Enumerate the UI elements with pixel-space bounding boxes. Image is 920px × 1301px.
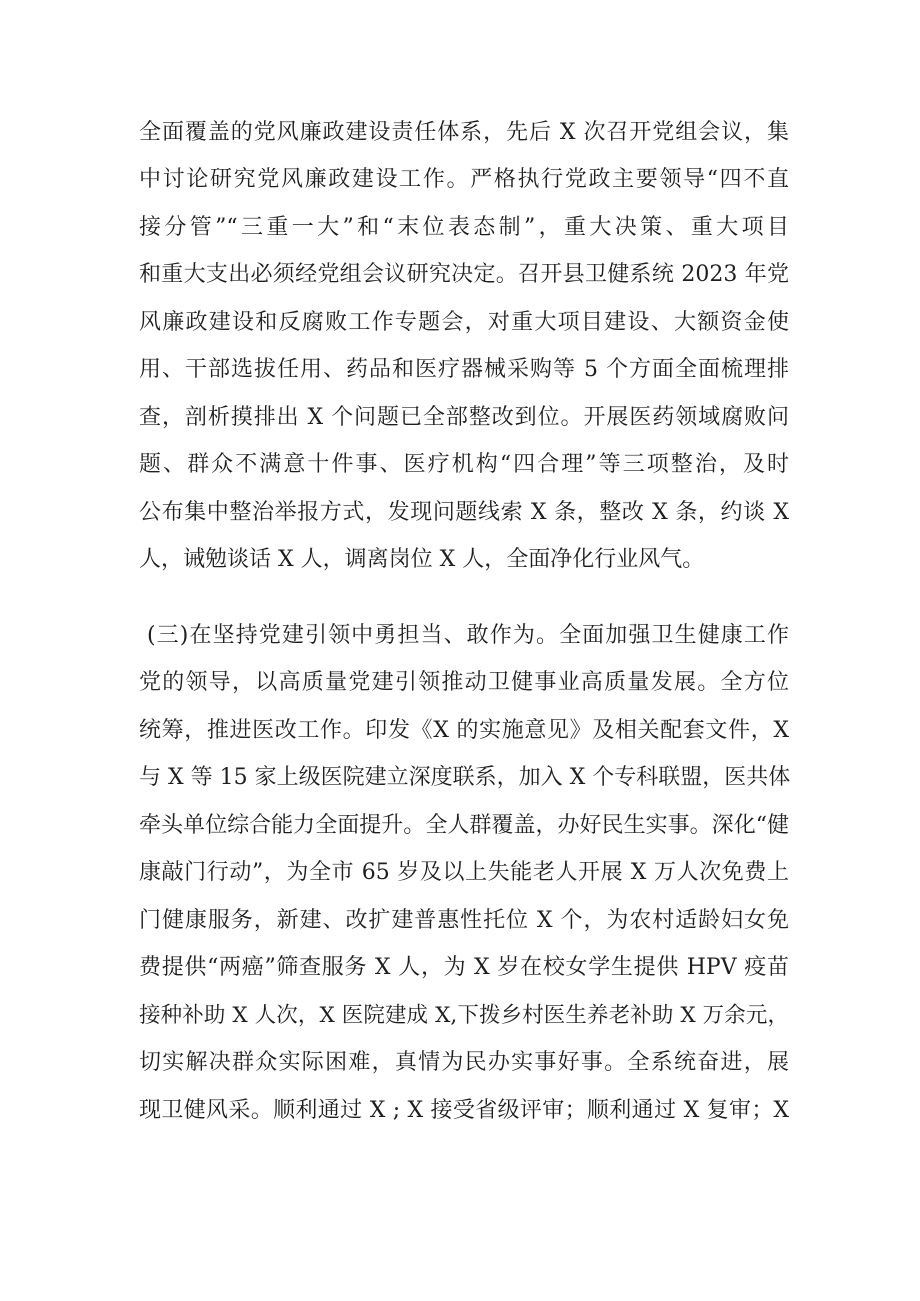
- text-line: 门健康服务，新建、改扩建普惠性托位 X 个，为农村适龄妇女免: [139, 908, 789, 933]
- text-line: 公布集中整治举报方式，发现问题线索 X 条，整改 X 条，约谈 X: [139, 500, 789, 525]
- text-line: 查，剖析摸排出 X 个问题已全部整改到位。开展医药领域腐败问: [139, 405, 789, 430]
- section-heading-line: (三)在坚持党建引领中勇担当、敢作为。全面加强卫生健康工作: [147, 623, 789, 648]
- text-line: 党的领导，以高质量党建引领推动卫健事业高质量发展。全方位: [139, 670, 789, 695]
- text-line: 风廉政建设和反腐败工作专题会，对重大项目建设、大额资金使: [139, 310, 789, 335]
- text-line: 接种补助 X 人次，X 医院建成 X,下拨乡村医生养老补助 X 万余元，: [139, 1003, 789, 1028]
- text-line: 费提供“两癌”筛查服务 X 人，为 X 岁在校女学生提供 HPV 疫苗: [139, 955, 789, 980]
- text-line: 全面覆盖的党风廉政建设责任体系，先后 X 次召开党组会议，集: [139, 120, 789, 145]
- text-line: 和重大支出必须经党组会议研究决定。召开县卫健系统 2023 年党: [139, 262, 789, 287]
- text-line: 康敲门行动”，为全市 65 岁及以上失能老人开展 X 万人次免费上: [139, 860, 789, 885]
- text-line: 现卫健风采。顺利通过 X ; X 接受省级评审；顺利通过 X 复审；X: [139, 1098, 789, 1123]
- text-line: 接分管”“三重一大”和“末位表态制”，重大决策、重大项目: [139, 215, 789, 240]
- text-line: 中讨论研究党风廉政建设工作。严格执行党政主要领导“四不直: [139, 167, 789, 192]
- text-line: 用、干部选拔任用、药品和医疗器械采购等 5 个方面全面梳理排: [139, 357, 789, 382]
- text-line: 统筹，推进医改工作。印发《X 的实施意见》及相关配套文件，X: [139, 718, 789, 743]
- text-line: 题、群众不满意十件事、医疗机构“四合理”等三项整治，及时: [139, 452, 789, 477]
- text-line: 切实解决群众实际困难，真情为民办实事好事。全系统奋进，展: [139, 1050, 789, 1075]
- text-line: 牵头单位综合能力全面提升。全人群覆盖，办好民生实事。深化“健: [139, 813, 789, 838]
- text-line: 人，诫勉谈话 X 人，调离岗位 X 人，全面净化行业风气。: [139, 547, 705, 572]
- text-line: 与 X 等 15 家上级医院建立深度联系，加入 X 个专科联盟，医共体: [139, 765, 791, 790]
